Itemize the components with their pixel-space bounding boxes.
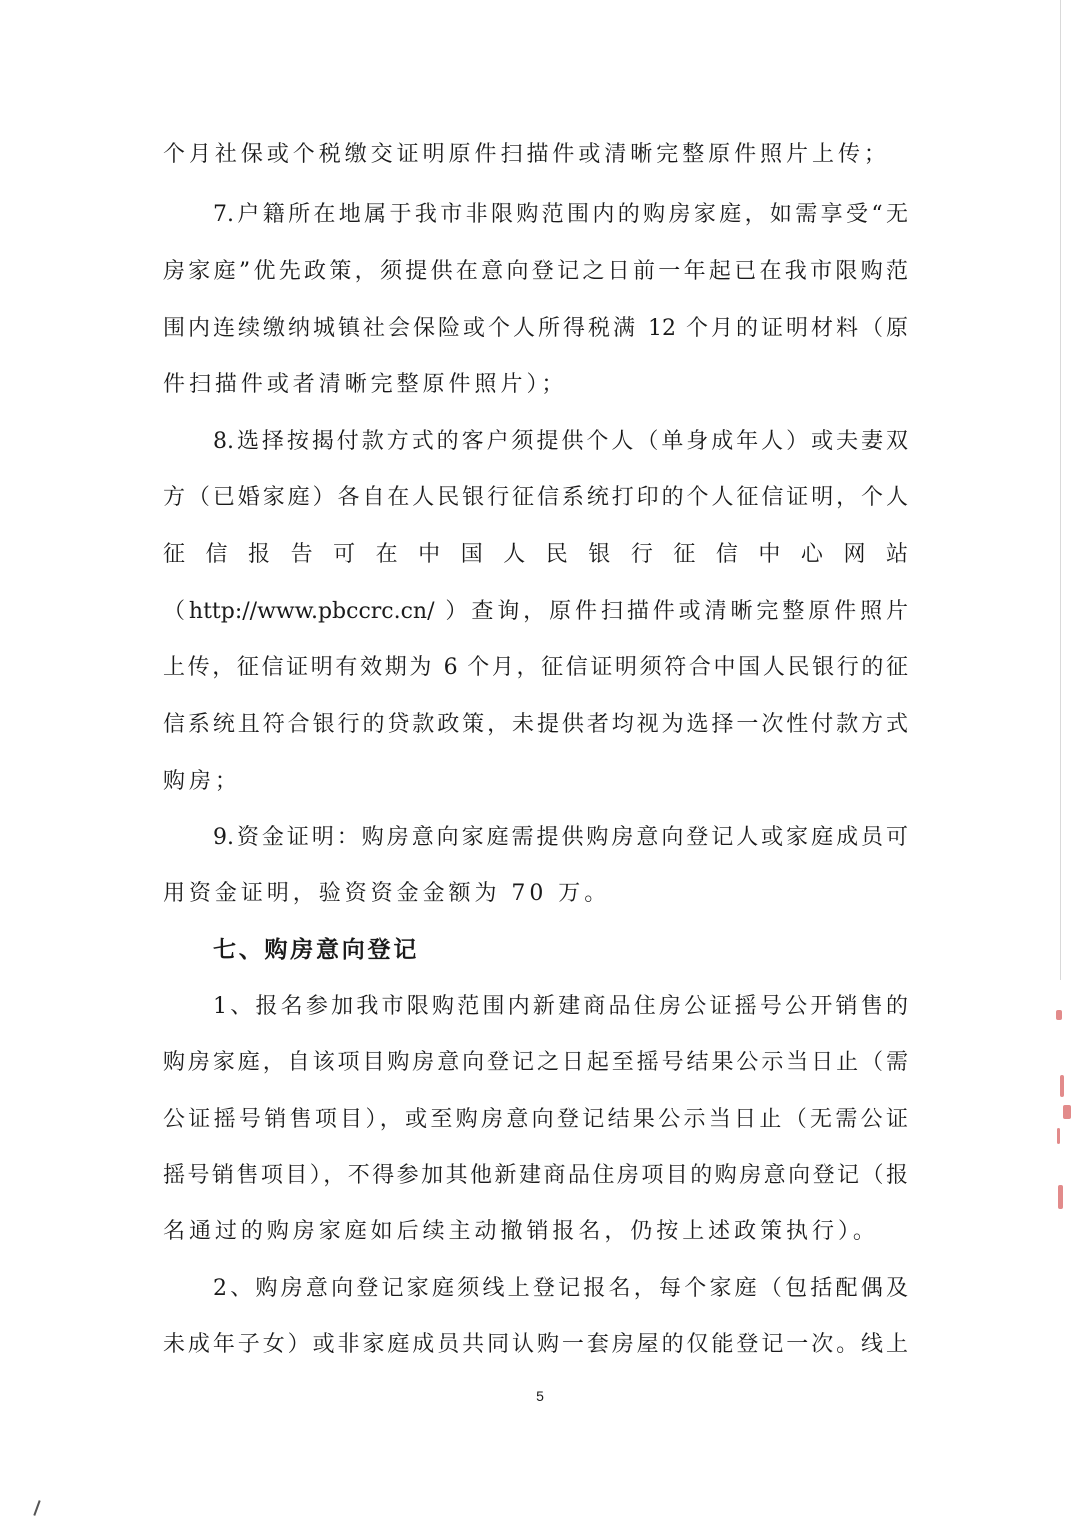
- text-line-21: 2、购房意向登记家庭须线上登记报名，每个家庭（包括配偶及: [213, 1276, 908, 1301]
- scan-mark: [33, 1500, 40, 1516]
- seal-fragment: [1058, 1185, 1063, 1209]
- seal-fragment: [1060, 1075, 1064, 1097]
- text-line-3: 房家庭”优先政策，须提供在意向登记之日前一年起已在我市限购范: [163, 259, 908, 284]
- seal-fragment: [1057, 1128, 1060, 1144]
- text-line-9: （http://www.pbccrc.cn/ ）查询，原件扫描件或清晰完整原件照片: [163, 599, 908, 624]
- text-line-8: 征 信 报 告 可 在 中 国 人 民 银 行 征 信 中 心 网 站: [163, 542, 908, 567]
- seal-fragment: [1063, 1105, 1071, 1119]
- seal-fragment: [1056, 1010, 1062, 1020]
- text-line-5: 件扫描件或者清晰完整原件照片）；: [163, 372, 568, 397]
- section-heading: 七、购房意向登记: [213, 936, 420, 963]
- text-line-17: 购房家庭，自该项目购房意向登记之日起至摇号结果公示当日止（需: [163, 1050, 908, 1075]
- text-line-20: 名通过的购房家庭如后续主动撤销报名，仍按上述政策执行）。: [163, 1219, 879, 1244]
- text-line-7: 方（已婚家庭）各自在人民银行征信系统打印的个人征信证明，个人: [163, 485, 908, 510]
- text-line-19: 摇号销售项目），不得参加其他新建商品住房项目的购房意向登记（报: [163, 1163, 908, 1188]
- text-line-6: 8.选择按揭付款方式的客户须提供个人（单身成年人）或夫妻双: [213, 429, 908, 454]
- text-line-12: 购房；: [163, 769, 241, 794]
- scan-edge-line: [1060, 0, 1061, 980]
- page-number: 5: [536, 1388, 544, 1404]
- text-line-18: 公证摇号销售项目），或至购房意向登记结果公示当日止（无需公证: [163, 1107, 908, 1132]
- text-line-14: 用资金证明，验资资金金额为 70 万。: [163, 881, 611, 906]
- text-line-11: 信系统且符合银行的贷款政策，未提供者均视为选择一次性付款方式: [163, 712, 908, 737]
- text-line-4: 围内连续缴纳城镇社会保险或个人所得税满 12 个月的证明材料（原: [163, 316, 908, 341]
- text-line-1: 个月社保或个税缴交证明原件扫描件或清晰完整原件照片上传；: [163, 142, 890, 167]
- text-line-2: 7.户籍所在地属于我市非限购范围内的购房家庭，如需享受“无: [213, 202, 908, 227]
- text-line-22: 未成年子女）或非家庭成员共同认购一套房屋的仅能登记一次。线上: [163, 1332, 908, 1357]
- text-line-10: 上传，征信证明有效期为 6 个月，征信证明须符合中国人民银行的征: [163, 655, 908, 680]
- text-line-13: 9.资金证明：购房意向家庭需提供购房意向登记人或家庭成员可: [213, 825, 908, 850]
- text-line-16: 1、报名参加我市限购范围内新建商品住房公证摇号公开销售的: [213, 994, 908, 1019]
